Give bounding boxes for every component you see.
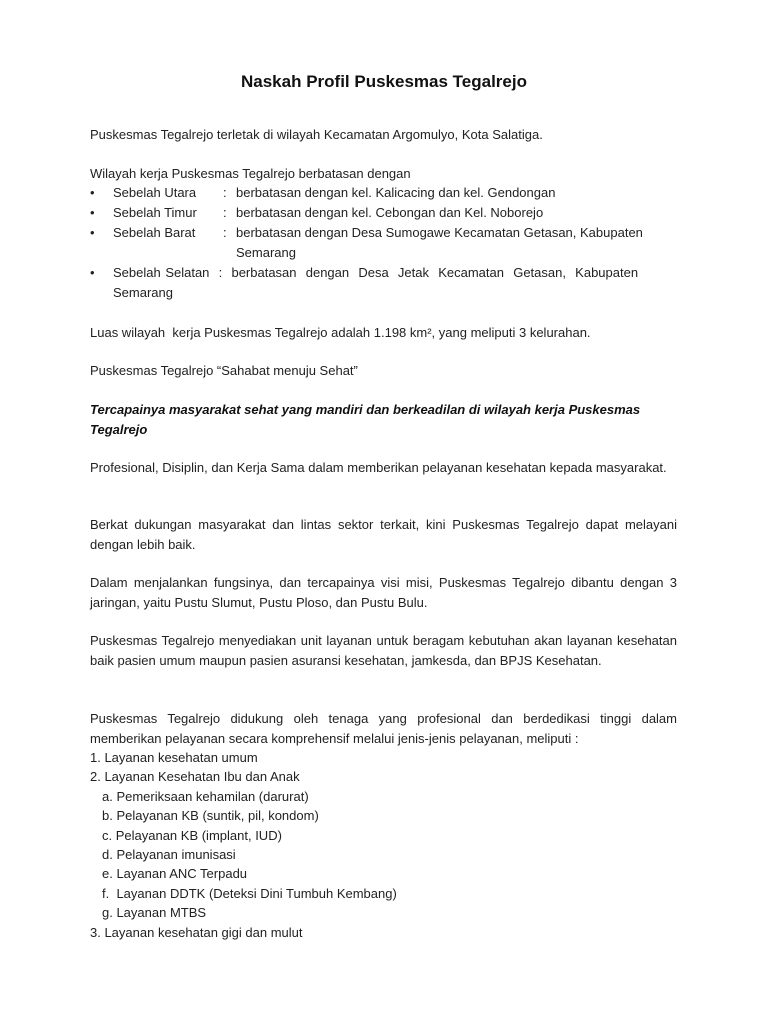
document-title: Naskah Profil Puskesmas Tegalrejo — [241, 72, 527, 91]
network-paragraph: Dalam menjalankan fungsinya, dan tercapainya visi misi, Puskesmas Tegalrejo dibantu dengan 3 jaringan, yaitu Pustu Slumut, Pustu Ploso, dan Pustu Bulu. — [90, 575, 677, 610]
units-paragraph: Puskesmas Tegalrejo menyediakan unit layanan untuk beragam kebutuhan akan layanan kesehatan baik pasien umum maupun pasien asuransi kesehatan, jamkesda, dan BPJS Kesehatan. — [90, 633, 677, 668]
service-item: 2. Layanan Kesehatan Ibu dan Anak — [90, 769, 300, 785]
service-subitem: b. Pelayanan KB (suntik, pil, kondom) — [102, 808, 319, 824]
boundary-item — [90, 203, 677, 223]
boundary-separator: : — [223, 205, 227, 220]
support-paragraph: Berkat dukungan masyarakat dan lintas sektor terkait, kini Puskesmas Tegalrejo dapat melayani dengan lebih baik. — [90, 517, 677, 552]
service-item: 3. Layanan kesehatan gigi dan mulut — [90, 924, 303, 940]
boundary-separator: : — [223, 185, 227, 200]
boundary-direction: • Sebelah Barat — [113, 225, 196, 240]
boundary-value: berbatasan dengan Desa Sumogawe Kecamatan Getasan, Kabupaten — [236, 225, 643, 240]
boundary-intro: Wilayah kerja Puskesmas Tegalrejo berbatasan dengan — [90, 166, 411, 181]
service-subitem: d. Pelayanan imunisasi — [102, 847, 236, 863]
staff-paragraph: Puskesmas Tegalrejo didukung oleh tenaga yang profesional dan berdedikasi tinggi dalam memberikan pelayanan secara komprehensif melalui jenis-jenis pelayanan, meliputi : — [90, 711, 677, 746]
services-list — [90, 748, 677, 942]
boundary-item — [90, 223, 677, 263]
location-paragraph: Puskesmas Tegalrejo terletak di wilayah Kecamatan Argomulyo, Kota Salatiga. — [90, 127, 543, 142]
boundary-value: berbatasan dengan kel. Cebongan dan Kel. Noborejo — [236, 205, 544, 220]
mission-paragraph: Profesional, Disiplin, dan Kerja Sama dalam memberikan pelayanan kesehatan kepada masyarakat. — [90, 460, 667, 475]
service-item: 1. Layanan kesehatan umum — [90, 750, 258, 765]
boundary-direction: • Sebelah Timur — [113, 205, 197, 220]
boundary-line: Semarang — [113, 285, 173, 300]
service-subitem: f. Layanan DDTK (Deteksi Dini Tumbuh Kembang) — [102, 885, 397, 901]
service-subitem: a. Pemeriksaan kehamilan (darurat) — [102, 788, 309, 804]
vision-paragraph: Tercapainya masyarakat sehat yang mandiri dan berkeadilan di wilayah kerja Puskesmas Tegalrejo — [90, 402, 641, 437]
service-subitem: g. Layanan MTBS — [102, 905, 207, 921]
boundary-item — [90, 183, 677, 203]
boundary-value: berbatasan dengan kel. Kalicacing dan kel. Gendongan — [236, 185, 556, 200]
boundary-line: • Sebelah Selatan : berbatasan dengan Desa Jetak Kecamatan Getasan, Kabupaten — [113, 265, 639, 280]
service-subitem: c. Pelayanan KB (implant, IUD) — [102, 827, 282, 843]
motto-paragraph: Puskesmas Tegalrejo “Sahabat menuju Sehat” — [90, 363, 358, 378]
boundary-item — [90, 263, 677, 303]
area-paragraph: Luas wilayah kerja Puskesmas Tegalrejo adalah 1.198 km², yang meliputi 3 kelurahan. — [90, 325, 591, 340]
service-subitem: e. Layanan ANC Terpadu — [102, 866, 248, 882]
boundary-continuation: Semarang — [236, 245, 296, 260]
boundary-separator: : — [223, 225, 227, 240]
boundary-direction: • Sebelah Utara — [113, 185, 197, 200]
boundary-list — [90, 183, 677, 303]
